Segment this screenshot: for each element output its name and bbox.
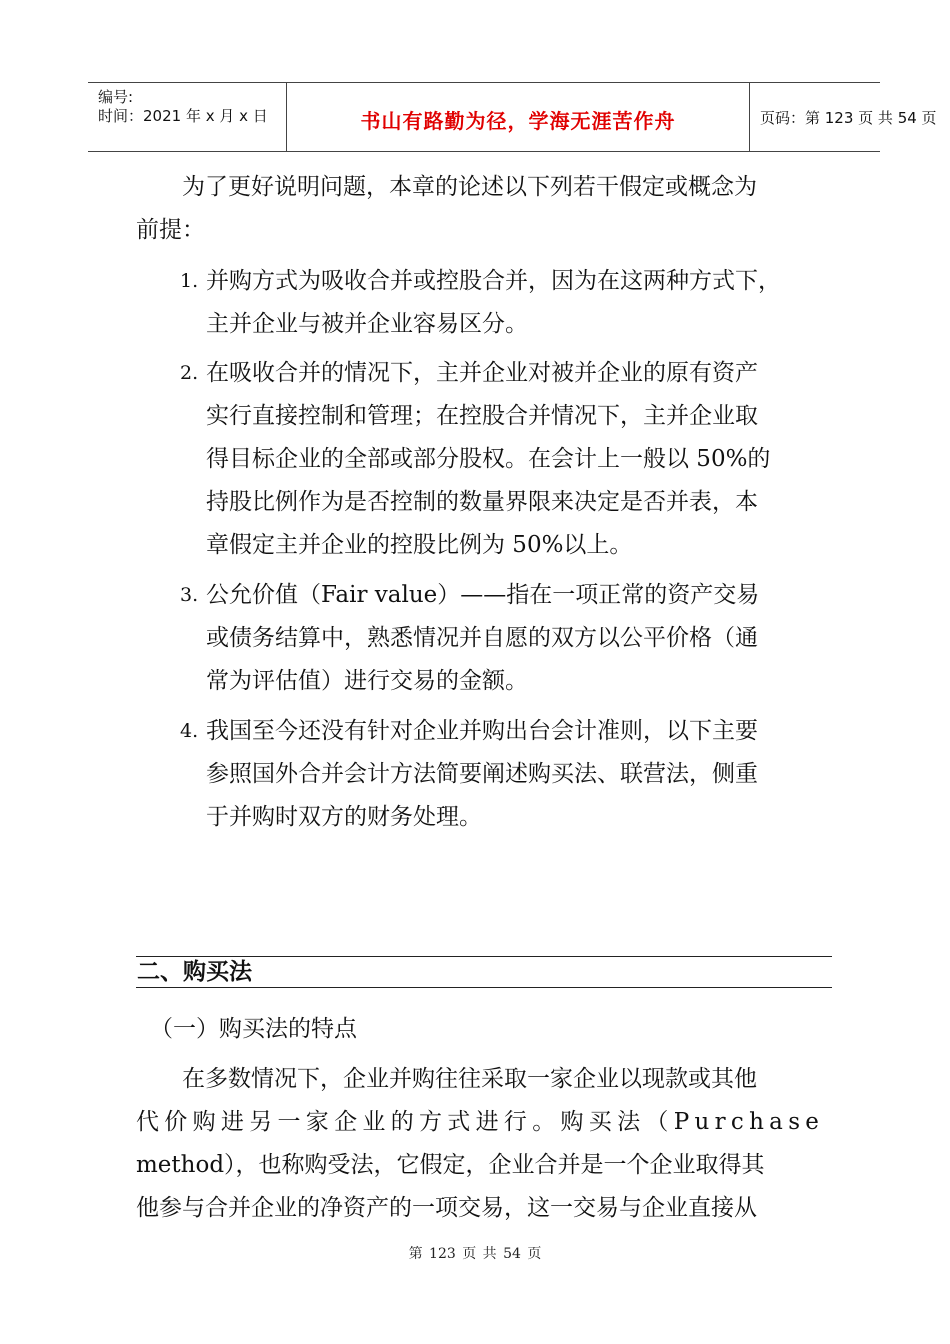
list-item-line: 得目标企业的全部或部分股权。在会计上一般以 50%的 bbox=[206, 446, 771, 472]
header-page-info: 页码：第 123 页 共 54 页 bbox=[760, 109, 937, 127]
list-item-number: 1. bbox=[180, 270, 199, 292]
section-rule-bottom bbox=[136, 987, 832, 988]
list-item-line: 或债务结算中，熟悉情况并自愿的双方以公平价格（通 bbox=[206, 625, 758, 651]
header-motto: 书山有路勤为径，学海无涯苦作舟 bbox=[360, 109, 676, 133]
intro-line: 前提： bbox=[136, 217, 205, 243]
list-item-number: 4. bbox=[180, 720, 199, 742]
list-item-line: 于并购时双方的财务处理。 bbox=[206, 804, 482, 830]
list-item-line: 并购方式为吸收合并或控股合并，因为在这两种方式下， bbox=[206, 268, 781, 294]
list-item-line: 主并企业与被并企业容易区分。 bbox=[206, 311, 528, 337]
header-page-cell bbox=[748, 83, 937, 151]
intro-paragraph bbox=[136, 166, 836, 252]
list-item-text bbox=[206, 260, 781, 346]
subsection-title: （一）购买法的特点 bbox=[150, 1016, 357, 1042]
body-line: 在多数情况下，企业并购往往采取一家企业以现款或其他 bbox=[182, 1066, 757, 1092]
page-header bbox=[88, 82, 937, 152]
list-item-line: 参照国外合并会计方法简要阐述购买法、联营法，侧重 bbox=[206, 761, 758, 787]
body-paragraph bbox=[136, 1058, 836, 1230]
body-line: 他参与合并企业的净资产的一项交易，这一交易与企业直接从 bbox=[136, 1195, 757, 1221]
list-item-line: 在吸收合并的情况下，主并企业对被并企业的原有资产 bbox=[206, 360, 758, 386]
page-footer: 第 123 页 共 54 页 bbox=[408, 1246, 542, 1262]
body-line: 代价购进另一家企业的方式进行。购买法（Purchase bbox=[136, 1109, 825, 1135]
body-line: method），也称购受法，它假定，企业合并是一个企业取得其 bbox=[136, 1152, 765, 1178]
list-item-line: 持股比例作为是否控制的数量界限来决定是否并表，本 bbox=[206, 489, 758, 515]
list-item-line: 公允价值（Fair value）——指在一项正常的资产交易 bbox=[206, 582, 760, 608]
list-item-number: 2. bbox=[180, 362, 199, 384]
list-item-text bbox=[206, 352, 770, 567]
list-item-text bbox=[206, 574, 759, 703]
list-item-number: 3. bbox=[180, 584, 199, 606]
list-item-line: 章假定主并企业的控股比例为 50%以上。 bbox=[206, 532, 633, 558]
document-number-label: 编号: bbox=[98, 88, 134, 106]
header-motto-cell bbox=[286, 83, 750, 151]
section-title: 二、购买法 bbox=[137, 959, 252, 985]
list-item-text bbox=[206, 710, 758, 839]
list-item-line: 常为评估值）进行交易的金额。 bbox=[206, 668, 528, 694]
list-item-line: 我国至今还没有针对企业并购出台会计准则，以下主要 bbox=[206, 718, 758, 744]
header-meta-cell bbox=[88, 83, 286, 151]
intro-line: 为了更好说明问题，本章的论述以下列若干假定或概念为 bbox=[182, 174, 757, 200]
document-time-label: 时间：2021 年 x 月 x 日 bbox=[98, 107, 268, 125]
list-item-line: 实行直接控制和管理；在控股合并情况下，主并企业取 bbox=[206, 403, 758, 429]
